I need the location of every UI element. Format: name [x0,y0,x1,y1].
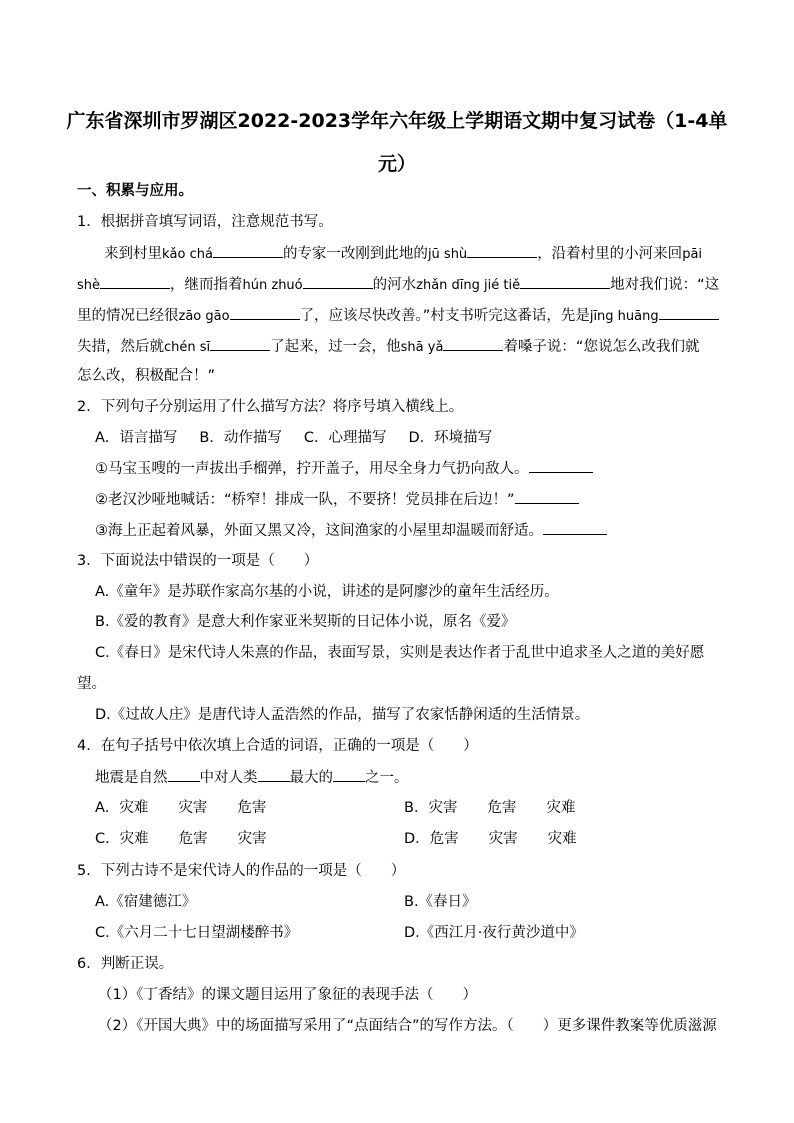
q4-option-c [95,829,297,849]
pinyin: shā yǎ [400,340,444,355]
text: 了，应该尽快改善。”村支书听完这番话，先是 [299,308,590,324]
q6-item-2: （2）《开国大典》中的场面描写采用了“点面结合”的写作方法。（ ）更多课件教案等优质滋源 [98,1018,717,1034]
q4-sentence [95,767,409,788]
q2-sentence-1 [95,458,593,479]
pinyin: zāo gāo [178,309,230,324]
q5-option-c: C.《六月二十七日望湖楼醉书》 [95,925,299,941]
q3-option-c-cont: 望。 [77,676,106,692]
answer-blank[interactable] [515,489,579,504]
answer-blank[interactable] [543,520,607,535]
text: 的河水 [372,277,417,293]
text: 来到村里 [104,246,162,262]
answer-blank[interactable] [258,767,290,782]
text: 了起来，过一会，他 [270,339,401,355]
option-d: D．环境描写 [408,430,493,446]
text: 危害 [237,800,267,816]
pinyin: jīng huāng [589,309,659,324]
q2-sentence-2 [95,489,579,510]
text: 最大的 [289,770,333,786]
q1-line2 [77,274,719,296]
answer-blank[interactable] [168,767,200,782]
pinyin: zhǎn dīng jié tiě [416,278,521,293]
exam-title-line2: 元） [377,153,416,175]
text: ，继而指着 [170,277,243,293]
answer-blank[interactable] [520,274,610,289]
q4-option-a [95,798,296,818]
text: 失措，然后就 [77,339,164,355]
text: 中对人类 [199,770,258,786]
q6-stem: 6．判断正误。 [77,956,174,972]
text: ①马宝玉嗖的一声拔出手榴弹，拧开盖子，用尽全身力气扔向敌人。 [95,461,529,477]
q2-sentence-3 [95,520,607,541]
text: 里的情况已经很 [77,308,179,324]
text: 灾难 [547,831,577,847]
option-a: A．语言描写 [95,430,178,446]
text: 地震是自然 [95,770,168,786]
text: 的专家一改刚到此地的 [282,246,428,262]
text: C．灾难 [95,831,149,847]
q5-option-b: B.《春日》 [404,894,477,910]
text: 危害 [487,800,517,816]
answer-blank[interactable] [659,305,719,320]
answer-blank[interactable] [467,243,537,258]
text: 危害 [178,831,208,847]
pinyin: kǎo chá [162,247,213,262]
text: 着嗓子说：“您说怎么改我们就 [503,339,700,355]
q5-option-d: D.《西江月·夜行黄沙道中》 [404,925,584,941]
q3-stem: 3．下面说法中错误的一项是（ ） [77,553,319,569]
text: 灾害 [178,800,208,816]
q1-line5: 怎么改，积极配合！” [77,368,216,384]
answer-blank[interactable] [100,274,170,289]
answer-blank[interactable] [303,274,373,289]
text: ③海上正起着风暴，外面又黑又冷，这间渔家的小屋里却温暖而舒适。 [95,523,543,539]
option-b: B．动作描写 [199,430,282,446]
q3-option-c: C.《春日》是宋代诗人朱熹的作品，表面写景，实则是表达作者于乱世中追求圣人之道的美好愿 [95,645,705,661]
section-heading: 一、积累与应用。 [77,183,193,199]
pinyin: hún zhuó [242,278,303,293]
pinyin: shè [77,278,101,293]
q1-line4 [77,336,699,358]
pinyin: jū shù [427,247,468,262]
answer-blank[interactable] [230,305,300,320]
q3-option-a: A.《童年》是苏联作家高尔基的小说，讲述的是阿廖沙的童年生活经历。 [95,584,559,600]
q4-stem: 4．在句子括号中依次填上合适的词语，正确的一项是（ ） [77,738,478,754]
text: 地对我们说：“这 [610,277,720,293]
answer-blank[interactable] [213,243,283,258]
text: A．灾难 [95,800,149,816]
q5-stem: 5．下列古诗不是宋代诗人的作品的一项是（ ） [77,863,406,879]
text: B．灾害 [404,800,458,816]
text: D．危害 [404,831,459,847]
q5-option-a: A.《宿建德江》 [95,894,197,910]
q2-stem: 2．下列句子分别运用了什么描写方法？将序号填入横线上。 [77,399,464,415]
text: ，沿着村里的小河来回 [537,246,683,262]
q1-line3 [77,305,719,327]
pinyin: pāi [682,247,703,262]
answer-blank[interactable] [333,767,365,782]
q4-option-d [404,829,607,849]
text: 灾害 [237,831,267,847]
q2-options [95,428,522,448]
text: 灾害 [488,831,518,847]
q1-stem: 1．根据拼音填写词语，注意规范书写。 [77,214,333,230]
option-c: C．心理描写 [303,430,387,446]
text: ②老汉沙哑地喊话：“桥窄！排成一队，不要挤！党员排在后边！” [95,492,515,508]
answer-blank[interactable] [529,458,593,473]
q3-option-b: B.《爱的教育》是意大利作家亚米契斯的日记体小说，原名《爱》 [95,614,516,630]
q4-option-b [404,798,605,818]
pinyin: chén sī [164,340,211,355]
q1-line1 [104,243,702,265]
answer-blank[interactable] [210,336,270,351]
text: 之一。 [365,770,409,786]
answer-blank[interactable] [443,336,503,351]
q3-option-d: D.《过故人庄》是唐代诗人孟浩然的作品，描写了农家恬静闲适的生活情景。 [95,707,590,723]
q6-item-1: （1）《丁香结》的课文题目运用了象征的表现手法（ ） [98,987,477,1003]
exam-title-line1: 广东省深圳市罗湖区2022-2023学年六年级上学期语文期中复习试卷（1-4单 [66,110,728,132]
text: 灾难 [546,800,576,816]
